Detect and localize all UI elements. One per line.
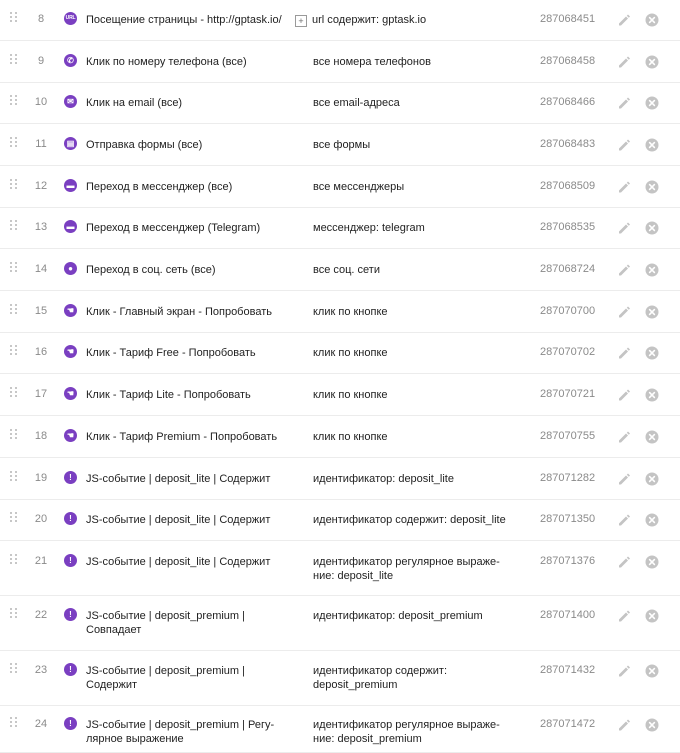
drag-handle-icon[interactable]	[10, 262, 19, 273]
goal-number: 13	[34, 221, 48, 233]
plus-square-icon[interactable]: +	[295, 15, 307, 27]
pencil-icon[interactable]	[617, 305, 631, 319]
pencil-icon[interactable]	[617, 138, 631, 152]
goal-condition-text: url содержит: gptask.io	[312, 14, 427, 26]
goal-condition-text: идентификатор содержит: deposit_lite	[313, 514, 506, 526]
pencil-icon[interactable]	[617, 388, 631, 402]
goal-condition-text: клик по кнопке	[313, 389, 388, 401]
goal-condition	[313, 609, 523, 623]
goal-id: 287068466	[540, 96, 596, 108]
goal-name: Переход в мессенджер (Telegram)	[86, 222, 261, 234]
goal-condition	[313, 55, 523, 69]
drag-handle-icon[interactable]	[10, 95, 19, 106]
pencil-icon[interactable]	[617, 55, 631, 69]
goal-condition-text: клик по кнопке	[313, 347, 388, 359]
pencil-icon[interactable]	[617, 555, 631, 569]
drag-handle-icon[interactable]	[10, 717, 19, 728]
drag-handle-icon[interactable]	[10, 512, 19, 523]
delete-circle-icon[interactable]	[645, 388, 659, 402]
goal-id: 287070702	[540, 346, 596, 358]
table-row	[0, 83, 680, 124]
goal-name: Клик - Главный экран - Попробовать	[86, 306, 272, 318]
goal-id: 287071432	[540, 664, 596, 676]
social-icon: ●	[64, 262, 77, 275]
goal-number: 11	[35, 138, 47, 150]
goal-condition	[313, 346, 523, 360]
drag-handle-icon[interactable]	[10, 345, 19, 356]
table-row	[0, 333, 680, 374]
drag-handle-icon[interactable]	[10, 304, 19, 315]
js-event-icon: !	[64, 663, 77, 676]
goal-name: JS-событие | deposit_lite | Содержит	[86, 473, 271, 485]
goal-condition	[313, 388, 523, 402]
goal-condition-text: клик по кнопке	[313, 306, 388, 318]
table-row	[0, 374, 680, 416]
click-icon: ☚	[64, 304, 77, 317]
messenger-icon: ▬	[64, 179, 77, 192]
drag-handle-icon[interactable]	[10, 12, 19, 23]
drag-handle-icon[interactable]	[10, 663, 19, 674]
delete-circle-icon[interactable]	[645, 718, 659, 732]
goal-name: JS-событие | deposit_lite | Содержит	[86, 514, 271, 526]
pencil-icon[interactable]	[617, 346, 631, 360]
delete-circle-icon[interactable]	[645, 96, 659, 110]
goal-name: Клик - Тариф Free - Попробовать	[86, 347, 256, 359]
goal-id: 287070755	[540, 430, 596, 442]
form-icon: ▤	[64, 137, 77, 150]
goal-condition-text: идентификатор регулярное выраже- ние: deposit_premium	[313, 719, 500, 745]
goal-number: 18	[34, 430, 48, 442]
js-event-icon: !	[64, 471, 77, 484]
goal-condition	[313, 555, 523, 583]
delete-circle-icon[interactable]	[645, 664, 659, 678]
goal-condition-text: все соц. сети	[313, 264, 380, 276]
goal-condition	[313, 96, 523, 110]
delete-circle-icon[interactable]	[645, 555, 659, 569]
delete-circle-icon[interactable]	[645, 472, 659, 486]
pencil-icon[interactable]	[617, 664, 631, 678]
goal-id: 287068458	[540, 55, 596, 67]
goal-name: Переход в соц. сеть (все)	[86, 264, 216, 276]
table-row	[0, 500, 680, 541]
js-event-icon: !	[64, 608, 77, 621]
goal-id: 287071400	[540, 609, 596, 621]
messenger-icon: ▬	[64, 220, 77, 233]
goal-id: 287071472	[540, 718, 596, 730]
goal-number: 15	[34, 305, 48, 317]
drag-handle-icon[interactable]	[10, 179, 19, 190]
goal-condition	[313, 180, 523, 194]
table-row	[0, 166, 680, 208]
goal-condition-text: идентификатор: deposit_premium	[313, 610, 483, 622]
drag-handle-icon[interactable]	[10, 608, 19, 619]
pencil-icon[interactable]	[617, 472, 631, 486]
goal-name: JS-событие | deposit_premium | Совпадает	[86, 610, 246, 636]
goal-name: Переход в мессенджер (все)	[86, 181, 233, 193]
delete-circle-icon[interactable]	[645, 305, 659, 319]
goal-number: 24	[34, 718, 48, 730]
table-row	[0, 541, 680, 596]
goal-condition-text: все формы	[313, 139, 371, 151]
goal-condition	[313, 138, 523, 152]
table-row	[0, 706, 680, 753]
delete-circle-icon[interactable]	[645, 221, 659, 235]
click-icon: ☚	[64, 345, 77, 358]
goal-condition-text: мессенджер: telegram	[313, 222, 425, 234]
table-row	[0, 124, 680, 166]
pencil-icon[interactable]	[617, 221, 631, 235]
table-row	[0, 291, 680, 333]
table-row	[0, 208, 680, 249]
goal-condition-text: идентификатор регулярное выраже- ние: deposit_lite	[313, 556, 500, 582]
pencil-icon[interactable]	[617, 513, 631, 527]
goal-condition	[313, 664, 523, 692]
table-row	[0, 596, 680, 651]
drag-handle-icon[interactable]	[10, 137, 19, 148]
goal-number: 22	[34, 609, 48, 621]
pencil-icon[interactable]	[617, 13, 631, 27]
goal-condition-text: клик по кнопке	[313, 431, 388, 443]
goal-condition	[313, 472, 523, 486]
phone-icon: ✆	[64, 54, 77, 67]
goal-number: 20	[34, 513, 48, 525]
goal-condition	[313, 305, 523, 319]
goal-id: 287068509	[540, 180, 596, 192]
goal-id: 287071376	[540, 555, 596, 567]
goal-id: 287070721	[540, 388, 596, 400]
email-icon: ✉	[64, 95, 77, 108]
delete-circle-icon[interactable]	[645, 138, 659, 152]
pencil-icon[interactable]	[617, 609, 631, 623]
table-row	[0, 0, 680, 41]
goal-id: 287068535	[540, 221, 596, 233]
delete-circle-icon[interactable]	[645, 263, 659, 277]
goal-name: Отправка формы (все)	[86, 139, 203, 151]
pencil-icon[interactable]	[617, 180, 631, 194]
goal-condition-text: все номера телефонов	[313, 56, 431, 68]
drag-handle-icon[interactable]	[10, 220, 19, 231]
goal-name: Клик - Тариф Lite - Попробовать	[86, 389, 251, 401]
drag-handle-icon[interactable]	[10, 554, 19, 565]
goal-number: 8	[37, 13, 45, 25]
table-row	[0, 249, 680, 291]
delete-circle-icon[interactable]	[645, 13, 659, 27]
drag-handle-icon[interactable]	[10, 429, 19, 440]
goal-name: Посещение страницы - http://gptask.io/	[86, 14, 282, 26]
goal-condition-text: все email-адреса	[313, 97, 400, 109]
goal-condition	[313, 718, 523, 746]
goal-condition	[295, 13, 505, 27]
goal-id: 287068483	[540, 138, 596, 150]
goal-name: Клик по номеру телефона (все)	[86, 56, 247, 68]
delete-circle-icon[interactable]	[645, 430, 659, 444]
goal-number: 19	[34, 472, 48, 484]
js-event-icon: !	[64, 512, 77, 525]
pencil-icon[interactable]	[617, 263, 631, 277]
goal-number: 17	[34, 388, 48, 400]
goal-condition-text: все мессенджеры	[313, 181, 405, 193]
goal-number: 23	[34, 664, 48, 676]
goal-number: 14	[34, 263, 48, 275]
js-event-icon: !	[64, 717, 77, 730]
goal-id: 287071350	[540, 513, 596, 525]
delete-circle-icon[interactable]	[645, 180, 659, 194]
goal-condition	[313, 263, 523, 277]
js-event-icon: !	[64, 554, 77, 567]
table-row	[0, 416, 680, 458]
table-row	[0, 458, 680, 500]
goal-number: 21	[34, 555, 48, 567]
delete-circle-icon[interactable]	[645, 513, 659, 527]
goal-name: JS-событие | deposit_lite | Содержит	[86, 556, 271, 568]
goal-number: 10	[34, 96, 48, 108]
delete-circle-icon[interactable]	[645, 609, 659, 623]
table-row	[0, 41, 680, 83]
table-row	[0, 651, 680, 706]
goal-number: 9	[37, 55, 45, 67]
goal-id: 287068724	[540, 263, 596, 275]
click-icon: ☚	[64, 387, 77, 400]
pencil-icon[interactable]	[617, 96, 631, 110]
goal-name: Клик - Тариф Premium - Попробовать	[86, 431, 278, 443]
goal-id: 287071282	[540, 472, 596, 484]
delete-circle-icon[interactable]	[645, 55, 659, 69]
goal-condition	[313, 221, 523, 235]
goal-condition	[313, 430, 523, 444]
goal-name: Клик на email (все)	[86, 97, 183, 109]
pencil-icon[interactable]	[617, 718, 631, 732]
drag-handle-icon[interactable]	[10, 471, 19, 482]
goal-condition-text: идентификатор: deposit_lite	[313, 473, 454, 485]
delete-circle-icon[interactable]	[645, 346, 659, 360]
goal-condition-text: идентификатор содержит: deposit_premium	[313, 665, 448, 691]
drag-handle-icon[interactable]	[10, 387, 19, 398]
url-icon: URL	[64, 12, 77, 25]
drag-handle-icon[interactable]	[10, 54, 19, 65]
pencil-icon[interactable]	[617, 430, 631, 444]
goal-number: 12	[34, 180, 48, 192]
goal-number: 16	[34, 346, 48, 358]
goal-condition	[313, 513, 523, 527]
click-icon: ☚	[64, 429, 77, 442]
goal-id: 287068451	[540, 13, 596, 25]
goal-name: JS-событие | deposit_premium | Регу- лярное выражение	[86, 719, 275, 745]
goal-name: JS-событие | deposit_premium | Содержит	[86, 665, 246, 691]
goal-id: 287070700	[540, 305, 596, 317]
